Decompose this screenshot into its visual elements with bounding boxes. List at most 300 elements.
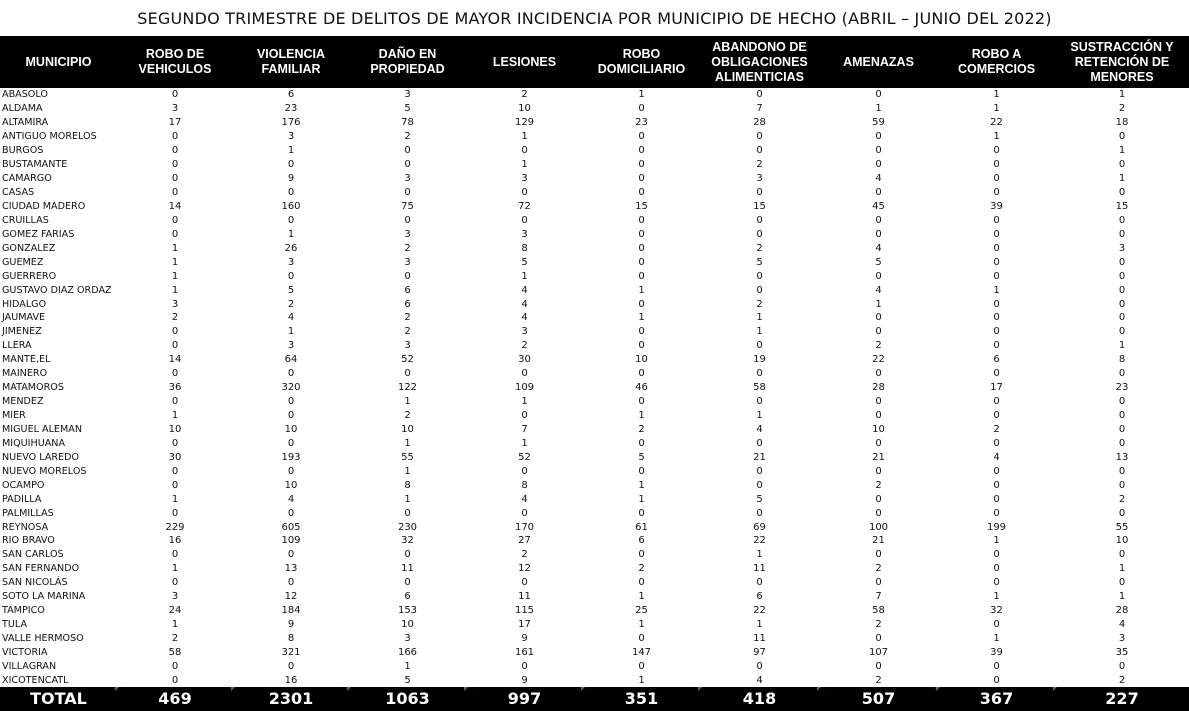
municipio-cell: NUEVO MORELOS bbox=[2, 465, 87, 477]
value-cell: 1 bbox=[171, 410, 179, 422]
value-cell: 0 bbox=[171, 549, 179, 561]
cell-marker-icon bbox=[231, 687, 235, 691]
value-cell: 10 bbox=[635, 354, 648, 366]
value-cell: 109 bbox=[514, 382, 535, 394]
value-cell: 0 bbox=[171, 577, 179, 589]
value-cell: 0 bbox=[875, 368, 882, 380]
value-cell: 0 bbox=[993, 256, 1000, 268]
table-row bbox=[0, 186, 1189, 200]
municipio-cell: GUERRERO bbox=[2, 270, 57, 282]
value-cell: 0 bbox=[171, 145, 179, 157]
value-cell: 0 bbox=[1118, 437, 1126, 449]
value-cell: 5 bbox=[287, 284, 295, 296]
value-cell: 0 bbox=[404, 507, 411, 519]
total-row bbox=[0, 687, 1189, 711]
value-cell: 0 bbox=[993, 242, 1000, 254]
municipio-cell: MAINERO bbox=[2, 368, 48, 380]
value-cell: 17 bbox=[990, 382, 1003, 394]
value-cell: 59 bbox=[872, 117, 885, 129]
total-cell bbox=[117, 687, 233, 711]
value-cell: 0 bbox=[638, 326, 645, 338]
total-cell bbox=[938, 687, 1055, 711]
table-row bbox=[0, 492, 1189, 506]
value-cell: 1 bbox=[287, 228, 295, 240]
value-cell: 2 bbox=[404, 131, 411, 143]
value-cell: 0 bbox=[404, 214, 411, 226]
cell-marker-icon bbox=[1053, 687, 1057, 691]
table-row bbox=[0, 534, 1189, 548]
value-cell: 0 bbox=[756, 270, 763, 282]
value-cell: 0 bbox=[638, 633, 645, 645]
value-cell: 0 bbox=[521, 145, 528, 157]
value-cell: 1 bbox=[521, 270, 528, 282]
value-cell: 0 bbox=[875, 228, 882, 240]
table-row bbox=[0, 172, 1189, 186]
value-cell: 12 bbox=[518, 563, 531, 575]
value-cell: 14 bbox=[168, 200, 182, 212]
value-cell: 23 bbox=[1115, 382, 1129, 394]
value-cell: 16 bbox=[284, 674, 298, 686]
value-cell: 2 bbox=[521, 549, 528, 561]
municipio-cell: MENDEZ bbox=[2, 396, 44, 408]
value-cell: 0 bbox=[993, 396, 1000, 408]
value-cell: 45 bbox=[872, 200, 885, 212]
table-row bbox=[0, 604, 1189, 618]
value-cell: 2 bbox=[171, 312, 179, 324]
table-row bbox=[0, 618, 1189, 632]
value-cell: 27 bbox=[518, 535, 531, 547]
value-cell: 78 bbox=[401, 117, 414, 129]
value-cell: 6 bbox=[404, 284, 411, 296]
value-cell: 5 bbox=[756, 493, 763, 505]
municipio-cell: PALMILLAS bbox=[2, 507, 54, 519]
value-cell: 6 bbox=[404, 298, 411, 310]
value-cell: 9 bbox=[521, 633, 528, 645]
value-cell: 0 bbox=[756, 660, 763, 672]
table-row bbox=[0, 562, 1189, 576]
value-cell: 0 bbox=[171, 131, 179, 143]
municipio-cell: ALTAMIRA bbox=[2, 117, 49, 129]
value-cell: 21 bbox=[753, 451, 766, 463]
value-cell: 0 bbox=[993, 145, 1000, 157]
value-cell: 1 bbox=[171, 270, 179, 282]
value-cell: 0 bbox=[993, 549, 1000, 561]
value-cell: 0 bbox=[287, 465, 295, 477]
municipio-cell: SAN FERNANDO bbox=[2, 563, 80, 575]
value-cell: 0 bbox=[875, 214, 882, 226]
value-cell: 2 bbox=[875, 674, 882, 686]
value-cell: 4 bbox=[756, 674, 763, 686]
table-row bbox=[0, 130, 1189, 144]
value-cell: 0 bbox=[287, 396, 295, 408]
total-value: 469 bbox=[158, 689, 192, 709]
value-cell: 0 bbox=[1118, 479, 1126, 491]
municipio-cell: SAN NICOLÁS bbox=[2, 577, 68, 589]
column-header: ROBO DE VEHICULOS bbox=[117, 36, 233, 88]
value-cell: 0 bbox=[1118, 326, 1126, 338]
value-cell: 2 bbox=[638, 423, 645, 435]
value-cell: 8 bbox=[404, 479, 411, 491]
value-cell: 2 bbox=[756, 159, 763, 171]
value-cell: 3 bbox=[404, 633, 411, 645]
municipio-cell: BURGOS bbox=[2, 145, 44, 157]
value-cell: 55 bbox=[401, 451, 414, 463]
value-cell: 0 bbox=[875, 410, 882, 422]
value-cell: 0 bbox=[1118, 368, 1126, 380]
value-cell: 0 bbox=[171, 396, 179, 408]
value-cell: 28 bbox=[872, 382, 885, 394]
value-cell: 0 bbox=[1118, 256, 1126, 268]
municipio-cell: CAMARGO bbox=[2, 173, 52, 185]
municipio-cell: MIQUIHUANA bbox=[2, 437, 66, 449]
value-cell: 0 bbox=[638, 242, 645, 254]
value-cell: 100 bbox=[868, 521, 889, 533]
value-cell: 0 bbox=[756, 187, 763, 199]
value-cell: 2 bbox=[875, 479, 882, 491]
value-cell: 0 bbox=[171, 479, 179, 491]
value-cell: 1 bbox=[993, 131, 1000, 143]
value-cell: 0 bbox=[756, 145, 763, 157]
table-row bbox=[0, 450, 1189, 464]
value-cell: 0 bbox=[638, 214, 645, 226]
value-cell: 0 bbox=[875, 187, 882, 199]
value-cell: 7 bbox=[756, 103, 763, 115]
value-cell: 1 bbox=[638, 410, 645, 422]
value-cell: 3 bbox=[171, 591, 179, 603]
value-cell: 12 bbox=[284, 591, 298, 603]
value-cell: 122 bbox=[397, 382, 418, 394]
value-cell: 17 bbox=[518, 619, 531, 631]
value-cell: 1 bbox=[171, 493, 179, 505]
value-cell: 0 bbox=[1118, 410, 1126, 422]
cell-marker-icon bbox=[817, 687, 821, 691]
value-cell: 0 bbox=[993, 493, 1000, 505]
value-cell: 2 bbox=[875, 619, 882, 631]
total-value: 2301 bbox=[268, 689, 314, 709]
value-cell: 2 bbox=[521, 340, 528, 352]
value-cell: 10 bbox=[401, 619, 414, 631]
municipio-cell: REYNOSA bbox=[2, 521, 49, 533]
value-cell: 5 bbox=[521, 256, 528, 268]
value-cell: 3 bbox=[404, 228, 411, 240]
table-footer bbox=[0, 687, 1189, 711]
value-cell: 9 bbox=[521, 674, 528, 686]
value-cell: 15 bbox=[1115, 200, 1129, 212]
value-cell: 11 bbox=[753, 563, 766, 575]
value-cell: 0 bbox=[875, 89, 882, 101]
value-cell: 0 bbox=[756, 479, 763, 491]
value-cell: 0 bbox=[521, 507, 528, 519]
value-cell: 3 bbox=[521, 228, 528, 240]
municipio-cell: VICTORIA bbox=[2, 646, 48, 658]
municipio-cell: SOTO LA MARINA bbox=[2, 591, 86, 603]
cell-marker-icon bbox=[464, 687, 468, 691]
page-title: SEGUNDO TRIMESTRE DE DELITOS DE MAYOR INCIDENCIA POR MUNICIPIO DE HECHO (ABRIL – JUNIO DEL 2022) bbox=[137, 9, 1052, 28]
value-cell: 0 bbox=[638, 173, 645, 185]
value-cell: 0 bbox=[287, 368, 295, 380]
value-cell: 0 bbox=[875, 437, 882, 449]
value-cell: 0 bbox=[287, 577, 295, 589]
value-cell: 2 bbox=[1118, 674, 1126, 686]
value-cell: 1 bbox=[521, 159, 528, 171]
value-cell: 14 bbox=[168, 354, 182, 366]
total-value: 367 bbox=[979, 689, 1014, 709]
value-cell: 0 bbox=[171, 173, 179, 185]
value-cell: 0 bbox=[1118, 228, 1126, 240]
value-cell: 2 bbox=[756, 242, 763, 254]
total-cell bbox=[349, 687, 466, 711]
value-cell: 0 bbox=[1118, 577, 1126, 589]
value-cell: 5 bbox=[875, 256, 882, 268]
value-cell: 3 bbox=[287, 340, 295, 352]
value-cell: 0 bbox=[875, 270, 882, 282]
value-cell: 9 bbox=[287, 173, 295, 185]
municipio-cell: HIDALGO bbox=[2, 298, 47, 310]
value-cell: 10 bbox=[872, 423, 885, 435]
value-cell: 58 bbox=[872, 605, 885, 617]
municipio-cell: SAN CARLOS bbox=[2, 549, 64, 561]
value-cell: 176 bbox=[281, 117, 301, 129]
municipio-cell: TAMPICO bbox=[2, 605, 45, 617]
value-cell: 0 bbox=[171, 89, 179, 101]
value-cell: 2 bbox=[875, 340, 882, 352]
value-cell: 0 bbox=[171, 159, 179, 171]
municipio-cell: VALLE HERMOSO bbox=[2, 633, 84, 645]
value-cell: 0 bbox=[171, 674, 179, 686]
value-cell: 1 bbox=[1118, 173, 1126, 185]
value-cell: 10 bbox=[1115, 535, 1129, 547]
total-label-text: TOTAL bbox=[30, 689, 87, 709]
table-row bbox=[0, 409, 1189, 423]
value-cell: 0 bbox=[638, 577, 645, 589]
total-cell bbox=[819, 687, 938, 711]
value-cell: 1 bbox=[756, 549, 763, 561]
value-cell: 11 bbox=[518, 591, 531, 603]
municipio-cell: GOMEZ FARIAS bbox=[2, 228, 75, 240]
value-cell: 0 bbox=[756, 284, 763, 296]
value-cell: 0 bbox=[1118, 270, 1126, 282]
table-header bbox=[0, 36, 1189, 88]
value-cell: 3 bbox=[171, 103, 179, 115]
value-cell: 22 bbox=[753, 605, 766, 617]
municipio-cell: GUSTAVO DIAZ ORDAZ bbox=[2, 284, 112, 296]
table-row bbox=[0, 241, 1189, 255]
value-cell: 8 bbox=[521, 479, 528, 491]
municipio-cell: MANTE,EL bbox=[2, 354, 51, 366]
value-cell: 2 bbox=[404, 410, 411, 422]
total-value: 507 bbox=[861, 689, 896, 709]
value-cell: 18 bbox=[1115, 117, 1129, 129]
value-cell: 0 bbox=[756, 465, 763, 477]
value-cell: 26 bbox=[284, 242, 298, 254]
value-cell: 0 bbox=[404, 187, 411, 199]
value-cell: 2 bbox=[404, 326, 411, 338]
value-cell: 75 bbox=[401, 200, 414, 212]
value-cell: 3 bbox=[404, 89, 411, 101]
table-row bbox=[0, 88, 1189, 102]
value-cell: 1 bbox=[1118, 563, 1126, 575]
value-cell: 0 bbox=[756, 577, 763, 589]
value-cell: 0 bbox=[756, 340, 763, 352]
value-cell: 1 bbox=[993, 89, 1000, 101]
value-cell: 0 bbox=[171, 368, 179, 380]
value-cell: 5 bbox=[638, 451, 645, 463]
value-cell: 1 bbox=[171, 256, 179, 268]
value-cell: 2 bbox=[404, 242, 411, 254]
value-cell: 229 bbox=[165, 521, 185, 533]
municipio-cell: GONZALEZ bbox=[2, 242, 56, 254]
value-cell: 1 bbox=[993, 535, 1000, 547]
value-cell: 1 bbox=[993, 633, 1000, 645]
value-cell: 3 bbox=[756, 173, 763, 185]
value-cell: 22 bbox=[753, 535, 766, 547]
value-cell: 1 bbox=[171, 619, 179, 631]
value-cell: 1 bbox=[1118, 591, 1126, 603]
table-row bbox=[0, 632, 1189, 646]
value-cell: 6 bbox=[993, 354, 1000, 366]
municipio-cell: CASAS bbox=[2, 187, 35, 199]
value-cell: 605 bbox=[281, 521, 301, 533]
value-cell: 1 bbox=[404, 437, 411, 449]
cell-marker-icon bbox=[698, 687, 702, 691]
value-cell: 0 bbox=[404, 368, 411, 380]
value-cell: 0 bbox=[638, 465, 645, 477]
value-cell: 4 bbox=[287, 493, 295, 505]
table-row bbox=[0, 381, 1189, 395]
value-cell: 23 bbox=[635, 117, 648, 129]
municipio-cell: RIO BRAVO bbox=[2, 535, 55, 547]
value-cell: 2 bbox=[521, 89, 528, 101]
value-cell: 3 bbox=[521, 326, 528, 338]
value-cell: 3 bbox=[287, 256, 295, 268]
table-row bbox=[0, 673, 1189, 687]
value-cell: 39 bbox=[990, 200, 1003, 212]
value-cell: 32 bbox=[401, 535, 414, 547]
column-header: DAÑO EN PROPIEDAD bbox=[349, 36, 466, 88]
value-cell: 0 bbox=[638, 340, 645, 352]
value-cell: 0 bbox=[287, 507, 295, 519]
value-cell: 22 bbox=[990, 117, 1003, 129]
value-cell: 11 bbox=[401, 563, 414, 575]
value-cell: 1 bbox=[638, 312, 645, 324]
value-cell: 1 bbox=[756, 410, 763, 422]
value-cell: 0 bbox=[993, 173, 1000, 185]
municipio-cell: MATAMOROS bbox=[2, 382, 64, 394]
value-cell: 0 bbox=[171, 187, 179, 199]
table-row bbox=[0, 590, 1189, 604]
value-cell: 2 bbox=[756, 298, 763, 310]
table-row bbox=[0, 478, 1189, 492]
value-cell: 1 bbox=[993, 591, 1000, 603]
value-cell: 2 bbox=[1118, 493, 1126, 505]
value-cell: 230 bbox=[397, 521, 418, 533]
value-cell: 0 bbox=[521, 465, 528, 477]
value-cell: 2 bbox=[1118, 103, 1126, 115]
value-cell: 0 bbox=[521, 368, 528, 380]
value-cell: 1 bbox=[287, 326, 295, 338]
value-cell: 0 bbox=[638, 145, 645, 157]
value-cell: 3 bbox=[404, 340, 411, 352]
value-cell: 4 bbox=[287, 312, 295, 324]
cell-marker-icon bbox=[581, 687, 585, 691]
municipio-cell: ANTIGUO MORELOS bbox=[2, 131, 97, 143]
cell-marker-icon bbox=[936, 687, 940, 691]
value-cell: 6 bbox=[287, 89, 295, 101]
value-cell: 0 bbox=[875, 493, 882, 505]
value-cell: 1 bbox=[171, 563, 179, 575]
value-cell: 1 bbox=[993, 103, 1000, 115]
value-cell: 1 bbox=[875, 103, 882, 115]
value-cell: 2 bbox=[287, 298, 295, 310]
value-cell: 0 bbox=[756, 396, 763, 408]
value-cell: 0 bbox=[1118, 284, 1126, 296]
value-cell: 55 bbox=[1115, 521, 1129, 533]
value-cell: 10 bbox=[401, 423, 414, 435]
value-cell: 160 bbox=[281, 200, 301, 212]
value-cell: 10 bbox=[284, 479, 298, 491]
value-cell: 0 bbox=[638, 549, 645, 561]
total-cell bbox=[700, 687, 819, 711]
value-cell: 4 bbox=[993, 451, 1000, 463]
header-row bbox=[0, 36, 1189, 88]
value-cell: 30 bbox=[168, 451, 182, 463]
value-cell: 3 bbox=[404, 256, 411, 268]
value-cell: 6 bbox=[756, 591, 763, 603]
table-row bbox=[0, 102, 1189, 116]
municipio-cell: LLERA bbox=[2, 340, 32, 352]
value-cell: 0 bbox=[171, 465, 179, 477]
table-row bbox=[0, 506, 1189, 520]
table-row bbox=[0, 339, 1189, 353]
value-cell: 4 bbox=[875, 173, 882, 185]
value-cell: 52 bbox=[401, 354, 414, 366]
total-cell bbox=[466, 687, 583, 711]
total-value: 1063 bbox=[385, 689, 430, 709]
value-cell: 0 bbox=[638, 159, 645, 171]
municipio-cell: NUEVO LAREDO bbox=[2, 451, 80, 463]
value-cell: 0 bbox=[638, 396, 645, 408]
value-cell: 7 bbox=[875, 591, 882, 603]
value-cell: 35 bbox=[1115, 646, 1129, 658]
municipio-cell: OCAMPO bbox=[2, 479, 45, 491]
value-cell: 36 bbox=[168, 382, 182, 394]
value-cell: 0 bbox=[1118, 507, 1126, 519]
table-row bbox=[0, 367, 1189, 381]
value-cell: 4 bbox=[756, 423, 763, 435]
value-cell: 0 bbox=[638, 660, 645, 672]
value-cell: 0 bbox=[638, 187, 645, 199]
value-cell: 0 bbox=[287, 410, 295, 422]
value-cell: 0 bbox=[638, 437, 645, 449]
value-cell: 0 bbox=[404, 159, 411, 171]
value-cell: 0 bbox=[1118, 187, 1126, 199]
value-cell: 0 bbox=[404, 577, 411, 589]
value-cell: 16 bbox=[168, 535, 182, 547]
value-cell: 0 bbox=[756, 507, 763, 519]
value-cell: 0 bbox=[287, 549, 295, 561]
value-cell: 10 bbox=[518, 103, 531, 115]
total-value: 351 bbox=[624, 689, 659, 709]
value-cell: 28 bbox=[753, 117, 766, 129]
value-cell: 1 bbox=[1118, 89, 1126, 101]
value-cell: 2 bbox=[404, 312, 411, 324]
cell-marker-icon bbox=[347, 687, 351, 691]
total-value: 997 bbox=[507, 689, 542, 709]
value-cell: 0 bbox=[404, 270, 411, 282]
value-cell: 1 bbox=[638, 89, 645, 101]
value-cell: 0 bbox=[404, 145, 411, 157]
table-row bbox=[0, 200, 1189, 214]
